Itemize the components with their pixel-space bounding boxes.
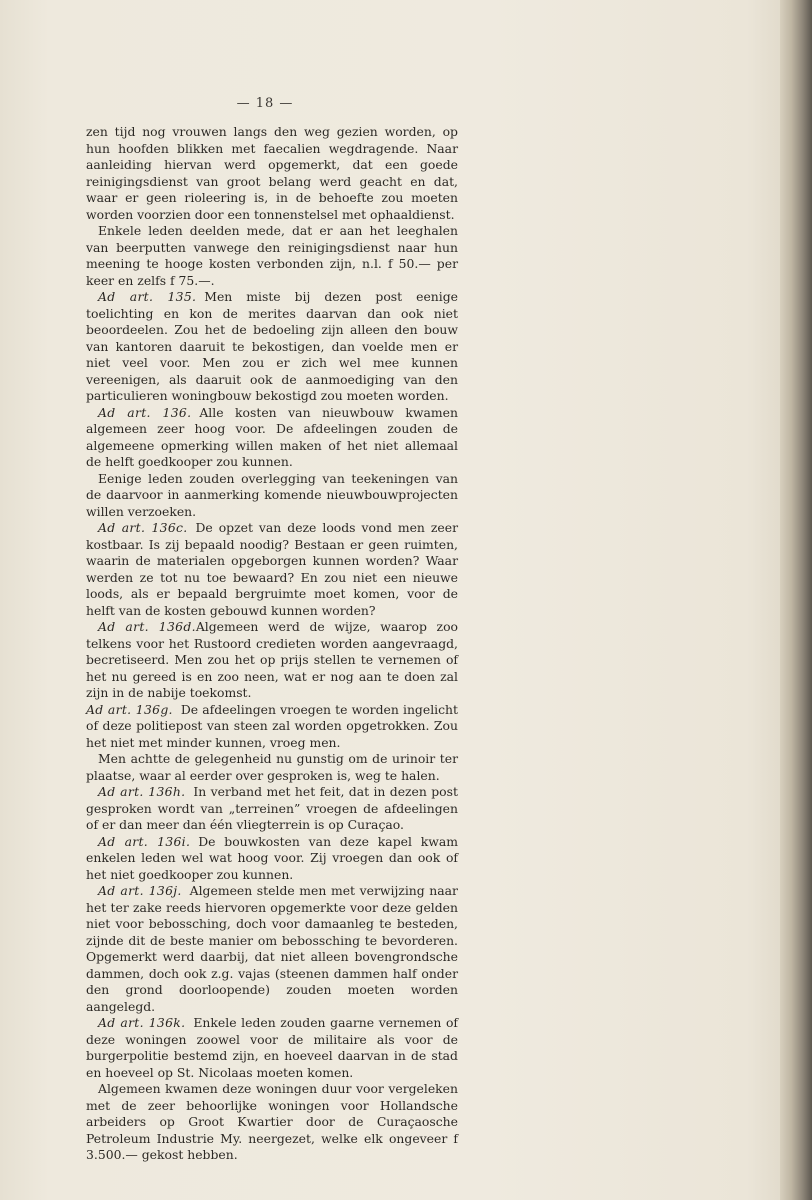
paragraph-text: De opzet van deze loods vond men zeer kostbaar. Is zij bepaald noodig? Bestaan er geen ruimten, waarin de materialen opgeborgen kunnen worden? Waar werden ze tot nu toe bewaard? En zou niet een nieuwe loods, als er bepaald bergruimte moet komen, voor de helft van de kosten gebouwd kunnen worden? [86,520,458,618]
article-reference: Ad art. 135. [98,289,197,304]
paragraph-text: Alle kosten van nieuwbouw kwamen algemeen zeer hoog voor. De afdeelingen zouden de algemeene opmerking willen maken of het niet allemaal de helft goedkooper zou kunnen. [86,404,458,469]
paragraph [86,289,458,405]
paragraph [86,702,458,752]
page-number: — 18 — [236,96,294,111]
paragraph-text: Algemeen kwamen deze woningen duur voor vergeleken met de zeer behoorlijke woningen voor Hollandsche arbeiders op Groot Kwartier door de Curaçaosche Petroleum Industrie My. neergezet, welke elk ongeveer f 3.500.— gekost hebben. [86,1081,458,1162]
paragraph [86,784,458,834]
article-reference: Ad art. 136k. [98,1015,186,1030]
paragraph-text: Men miste bij dezen post eenige toelichting en kon de merites daarvan dan ook niet beoordeelen. Zou het de bedoeling zijn alleen den bouw van kantoren daaruit te bekostigen, dan voelde men er niet veel voor. Men zou er zich wel mee kunnen vereenigen, als daaruit ook de aanmoediging van den particulieren woningbouw bekostigd zou moeten worden. [86,289,458,403]
paragraph [86,834,458,884]
paragraph-text: Enkele leden deelden mede, dat er aan het leeghalen van beerputten vanwege den reinigingsdienst naar hun meening te hooge kosten verbonden zijn, n.l. f 50.— per keer en zelfs f 75.—. [86,223,458,288]
article-reference: Ad art. 136d. [98,619,196,634]
paragraph [86,124,458,223]
article-reference: Ad art. 136. [98,404,192,420]
paragraph [86,471,458,521]
paragraph [86,619,458,702]
article-reference: Ad art. 136j. [98,883,182,898]
paragraph [86,520,458,619]
paragraph-text: Men achtte de gelegenheid nu gunstig om de urinoir ter plaatse, waar al eerder over gesproken is, weg te halen. [86,751,458,783]
paragraph [86,883,458,1015]
paragraph-text: In verband met het feit, dat in dezen post gesproken wordt van „terreinen” vroegen de afdeelingen of er dan meer dan één vliegterrein is op Curaçao. [86,784,458,832]
paragraph-text: zen tijd nog vrouwen langs den weg gezien worden, op hun hoofden blikken met faecalien wegdragende. Naar aanleiding hiervan werd opgemerkt, dat een goede reinigingsdienst van groot belang werd geacht en dat, waar er geen rioleering is, in de behoefte zou moeten worden voorzien door een tonnenstelsel met ophaaldienst. [86,124,458,222]
paragraph [86,1081,458,1164]
article-reference: Ad art. 136i. [98,833,191,849]
page-edge-shadow [780,0,812,1200]
paragraph-text: Algemeen stelde men met verwijzing naar het ter zake reeds hiervoren opgemerkte voor deze gelden niet voor bebossching, doch voor damaanleg te besteden, zijnde dit de beste manier om bebossching te bevorderen. Opgemerkt werd daarbij, dat niet alleen bovengrondsche dammen, doch ook z.g. vajas (steenen dammen half onder den grond doorloopende) zouden moeten worden aangelegd. [86,883,458,1014]
paragraph-text: Algemeen werd de wijze, waarop zoo telkens voor het Rustoord credieten worden aangevraagd, becretiseerd. Men zou het op prijs stellen te vernemen of het nu gereed is en zoo neen, wat er nog aan te doen zal zijn in de nabije toekomst. [86,619,458,700]
article-reference: Ad art. 136c. [98,520,188,535]
paragraph [86,751,458,784]
paragraph [86,405,458,471]
document-body [86,124,458,1164]
paragraph-text: De afdeelingen vroegen te worden ingelicht of deze politiepost van steen zal worden opgetrokken. Zou het niet met minder kunnen, vroeg men. [86,701,459,750]
paragraph [86,1015,458,1081]
paragraph-text: Enkele leden zouden gaarne vernemen of deze woningen zoowel voor de militaire als voor de burgerpolitie bestemd zijn, en hoeveel daarvan in de stad en hoeveel op St. Nicolaas moeten komen. [86,1015,459,1080]
paragraph [86,223,458,289]
article-reference: Ad art. 136h. [98,784,186,799]
paragraph-text: De bouwkosten van deze kapel kwam enkelen leden wel wat hoog voor. Zij vroegen dan ook of het niet goedkooper zou kunnen. [86,833,458,882]
article-reference: Ad art. 136g. [86,701,173,717]
paragraph-text: Eenige leden zouden overlegging van teekeningen van de daarvoor in aanmerking komende nieuwbouwprojecten willen verzoeken. [86,470,458,519]
